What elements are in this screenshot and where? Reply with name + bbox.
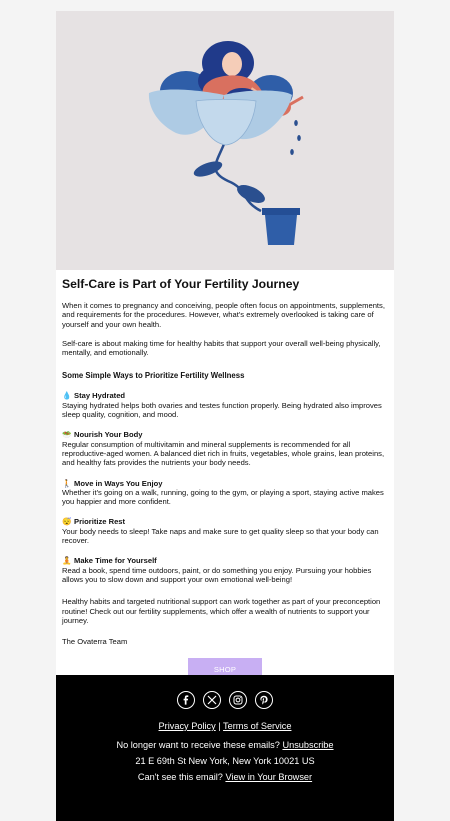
instagram-icon[interactable] [229, 691, 247, 709]
tip-body: Whether it's going on a walk, running, going to the gym, or playing a sport, staying active makes you happier and more confident. [62, 487, 384, 507]
intro-paragraph: When it comes to pregnancy and conceiving, people often focus on appointments, supplements, and requirements for the procedures. However, what's extremely overlooked is taking care of yourself and your own health. [62, 301, 385, 329]
tip-title: Stay Hydrated [74, 391, 126, 401]
company-address: 21 E 69th St New York, New York 10021 US [135, 756, 315, 766]
tip-hydrated [62, 391, 388, 419]
tip-body: Read a book, spend time outdoors, paint, or do something you enjoy. Pursuing your hobbies allows you to slow down and support your own emotional well-being! [62, 565, 372, 584]
salad-icon: 🥗 [62, 430, 72, 440]
x-icon[interactable] [203, 691, 221, 709]
closing-paragraph: Healthy habits and targeted nutritional support can work together as part of your preconception routine! Check out our fertility supplements, which offer a wealth of nutrients to support your journey. [62, 597, 381, 625]
tip-move [62, 479, 388, 507]
woman-sitting-in-flower-watering-illustration [56, 11, 394, 270]
social-links [56, 691, 394, 709]
droplet-icon: 💧 [62, 391, 72, 401]
meditation-icon: 🧘 [62, 556, 72, 566]
footer [56, 675, 394, 821]
terms-of-service-link[interactable]: Terms of Service [223, 721, 292, 731]
signoff: The Ovaterra Team [62, 637, 128, 647]
link-separator: | [215, 721, 224, 731]
article-title: Self-Care is Part of Your Fertility Journey [62, 277, 300, 291]
tip-title: Make Time for Yourself [74, 556, 157, 566]
tip-body: Regular consumption of multivitamin and mineral supplements is recommended for all reproductive-aged women. A balanced diet rich in fruits, vegetables, whole grains, lean proteins, and healthy fats provides the nutrients your body needs. [62, 439, 385, 468]
tip-title: Prioritize Rest [74, 517, 126, 527]
walking-icon: 🚶 [62, 478, 72, 488]
shop-today-button[interactable]: SHOP [188, 658, 262, 690]
definition-paragraph: Self-care is about making time for healthy habits that support your overall well-being physically, mentally, and emotionally. [62, 338, 381, 358]
tip-title: Move in Ways You Enjoy [74, 478, 163, 488]
tip-nourish [62, 430, 388, 467]
email-container [56, 11, 394, 821]
browser-prefix: Can't see this email? [137, 772, 226, 782]
tip-title: Nourish Your Body [74, 430, 143, 440]
facebook-icon[interactable] [177, 691, 195, 709]
tips-heading: Some Simple Ways to Prioritize Fertility Wellness [62, 371, 245, 381]
article-body [56, 270, 394, 690]
hero-banner [56, 11, 394, 270]
pinterest-icon[interactable] [255, 691, 273, 709]
tip-yourself [62, 556, 388, 584]
sleeping-face-icon: 😴 [62, 517, 72, 527]
unsubscribe-link[interactable]: Unsubscribe [282, 740, 334, 750]
tip-body: Staying hydrated helps both ovaries and testes function properly. Being hydrated also improves sleep quality, cognition, and mood. [62, 400, 382, 420]
tip-rest [62, 517, 388, 545]
privacy-policy-link[interactable]: Privacy Policy [158, 721, 216, 731]
view-in-browser-link[interactable]: View in Your Browser [225, 772, 313, 782]
unsubscribe-prefix: No longer want to receive these emails? [116, 740, 283, 750]
tip-body: Your body needs to sleep! Take naps and make sure to get quality sleep so that your body can recover. [62, 526, 379, 546]
